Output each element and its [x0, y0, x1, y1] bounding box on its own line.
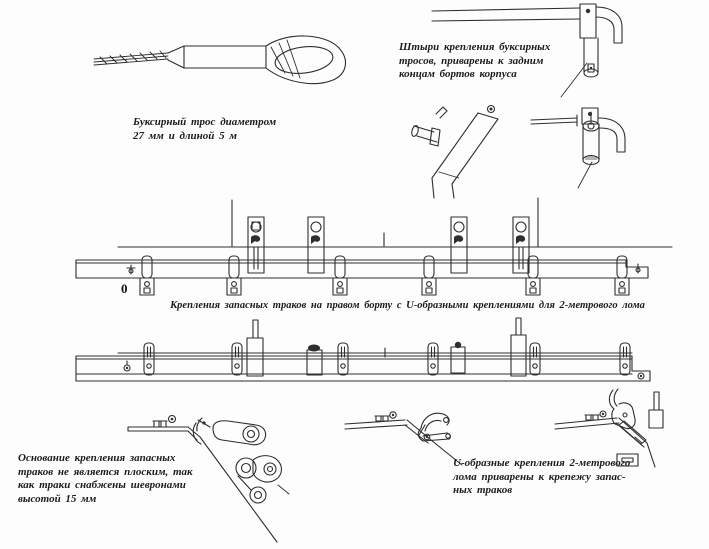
- caption-line: Основание крепления запасных: [18, 452, 176, 464]
- towing-pins-caption: [399, 41, 550, 82]
- rail-caption: Крепления запасных траков на правом борту с U-образными креплениями для 2-метрового лома: [170, 300, 645, 311]
- upper-rail-drawing: [72, 197, 674, 301]
- caption-line: высотой 15 мм: [18, 492, 97, 505]
- u-clamp-mid-drawing: [343, 403, 465, 473]
- rail-left-mark: 0: [121, 281, 128, 296]
- towing-cable-drawing: [88, 30, 350, 95]
- caption-line: U-образные крепления 2-метрового: [453, 457, 631, 469]
- caption-line: как траки снабжены шевронами: [18, 479, 186, 491]
- towing-pin-detail-drawing: [406, 102, 630, 202]
- caption-line: Штыри крепления буксирных: [399, 41, 551, 53]
- caption-line: тросов, приварены к задним: [399, 54, 544, 67]
- caption-line: траков не является плоским, так: [18, 465, 193, 478]
- caption-line: ных траков: [453, 484, 513, 496]
- u-clamp-detail-drawing: [553, 388, 671, 473]
- lower-rail-drawing: [72, 300, 674, 392]
- caption-line: Буксирный трос диаметром: [133, 116, 277, 128]
- towing-cable-caption: [133, 116, 276, 143]
- track-base-caption: [18, 452, 193, 506]
- caption-line: 27 мм и длиной 5 м: [133, 129, 237, 142]
- caption-line: концам бортов корпуса: [399, 68, 517, 80]
- caption-line: лома приварены к крепежу запас-: [453, 470, 626, 483]
